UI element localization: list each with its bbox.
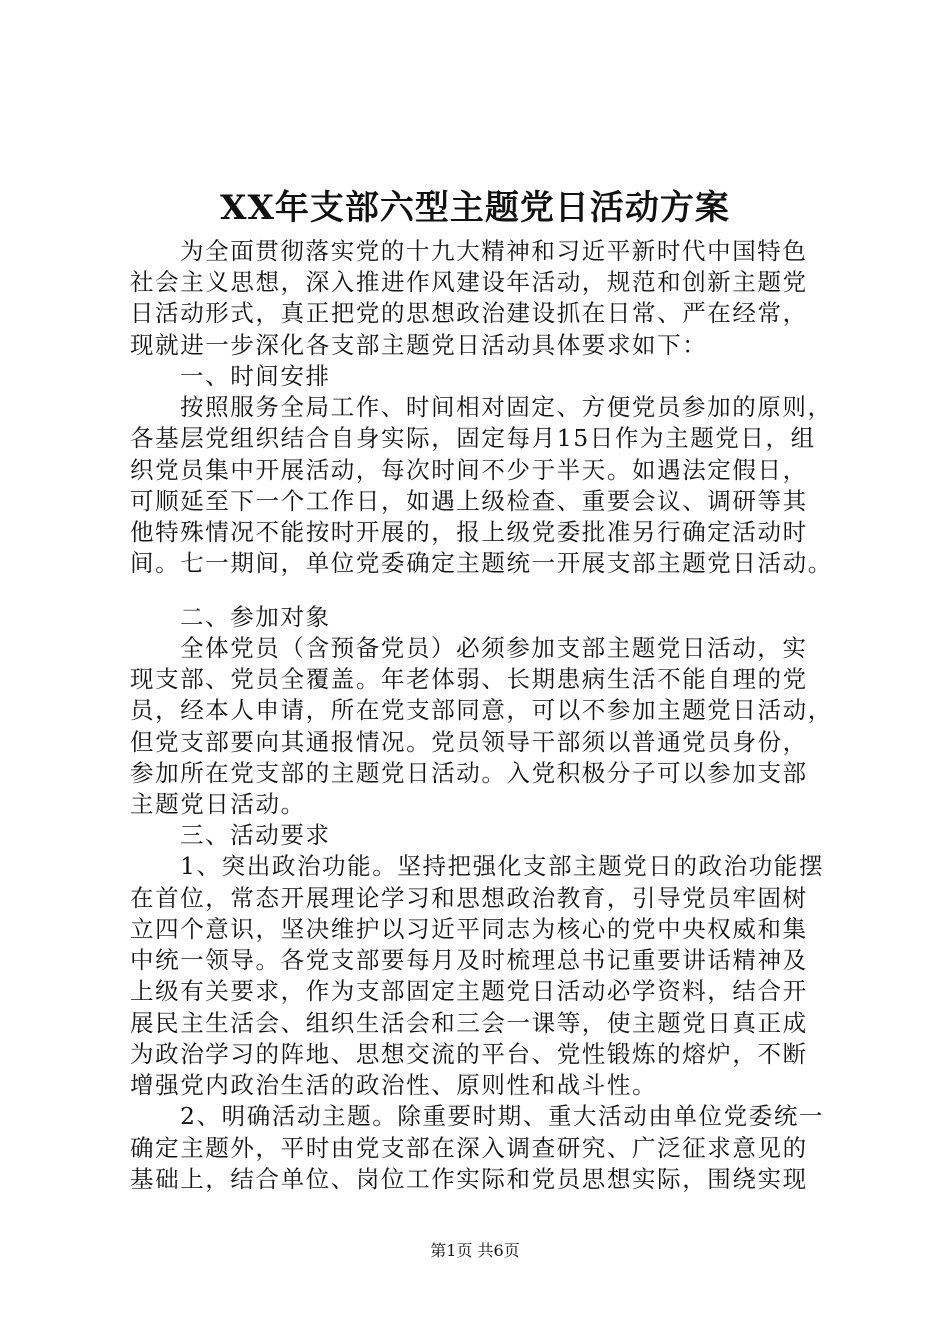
paragraph-line: 现就进一步深化各支部主题党日活动具体要求如下： [130, 331, 708, 359]
paragraph-line: 展民主生活会、组织生活会和三会一课等，使主题党日真正成 [130, 1009, 808, 1037]
paragraph-line: 全体党员（含预备党员）必须参加支部主题党日活动，实 [180, 634, 808, 662]
paragraph-line: 参加所在党支部的主题党日活动。入党积极分子可以参加支部 [130, 759, 808, 787]
paragraph-line: 增强党内政治生活的政治性、原则性和战斗性。 [130, 1071, 658, 1099]
paragraph-line: 按照服务全局工作、时间相对固定、方便党员参加的原则， [180, 393, 833, 421]
paragraph-line: 上级有关要求，作为支部固定主题党日活动必学资料，结合开 [130, 977, 808, 1005]
section-heading: 二、参加对象 [180, 603, 331, 631]
paragraph-line: 为全面贯彻落实党的十九大精神和习近平新时代中国特色 [180, 237, 808, 265]
paragraph-line: 员，经本人申请，所在党支部同意，可以不参加主题党日活动， [130, 696, 833, 724]
paragraph-line: 确定主题外，平时由党支部在深入调查研究、广泛征求意见的 [130, 1134, 808, 1162]
page-footer: 第1页 共6页 [430, 1241, 520, 1260]
paragraph-line: 他特殊情况不能按时开展的，报上级党委批准另行确定活动时 [130, 518, 808, 546]
paragraph-line: 主题党日活动。 [130, 790, 306, 818]
document-title: XX年支部六型主题党日活动方案 [220, 188, 730, 228]
section-heading: 一、时间安排 [180, 362, 331, 390]
paragraph-line: 间。七一期间，单位党委确定主题统一开展支部主题党日活动。 [130, 549, 833, 577]
paragraph-line: 各基层党组织结合自身实际，固定每月15日作为主题党日，组 [130, 424, 816, 452]
paragraph-line: 可顺延至下一个工作日，如遇上级检查、重要会议、调研等其 [130, 487, 808, 515]
paragraph-line: 立四个意识，坚决维护以习近平同志为核心的党中央权威和集 [130, 915, 808, 943]
paragraph-line: 1、突出政治功能。坚持把强化支部主题党日的政治功能摆 [180, 852, 825, 880]
paragraph-line: 中统一领导。各党支部要每月及时梳理总书记重要讲话精神及 [130, 946, 808, 974]
section-heading: 三、活动要求 [180, 821, 331, 849]
paragraph-line: 织党员集中开展活动，每次时间不少于半天。如遇法定假日， [130, 456, 808, 484]
paragraph-line: 现支部、党员全覆盖。年老体弱、长期患病生活不能自理的党 [130, 665, 808, 693]
paragraph-line: 基础上，结合单位、岗位工作实际和党员思想实际，围绕实现 [130, 1165, 808, 1193]
paragraph-line: 在首位，常态开展理论学习和思想政治教育，引导党员牢固树 [130, 884, 808, 912]
paragraph-line: 社会主义思想，深入推进作风建设年活动，规范和创新主题党 [130, 268, 808, 296]
paragraph-line: 日活动形式，真正把党的思想政治建设抓在日常、严在经常， [130, 299, 808, 327]
paragraph-line: 2、明确活动主题。除重要时期、重大活动由单位党委统一 [180, 1102, 825, 1130]
paragraph-line: 但党支部要向其通报情况。党员领导干部须以普通党员身份， [130, 728, 808, 756]
paragraph-line: 为政治学习的阵地、思想交流的平台、党性锻炼的熔炉，不断 [130, 1040, 808, 1068]
